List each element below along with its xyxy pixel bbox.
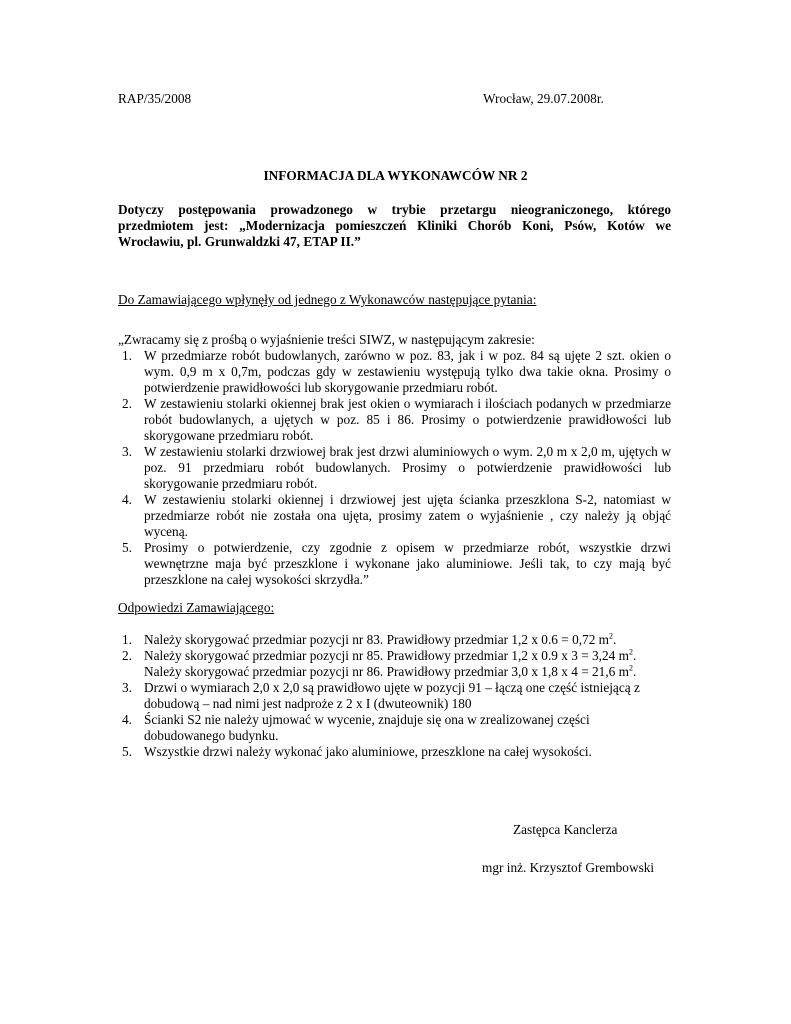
question-text: Prosimy o potwierdzenie, czy zgodnie z opisem w przedmiarze robót, wszystkie drzwi wewnętrzne maja być przeszklone i wykonane jako aluminiowe. Jeśli tak, to czy mają być przeszklone na całej wysokości skrzydła.” [144,540,671,587]
question-text: W zestawieniu stolarki okiennej brak jest okien o wymiarach i ilościach podanych w przedmiarze robót budowlanych, a ujętych w poz. 85 i 86. Prosimy o potwierdzenie prawidłowości lub skorygowane przedmiaru robót. [144,396,671,443]
answer-text-line2: Należy skorygować przedmiar pozycji nr 86. Prawidłowy przedmiar 3,0 x 1,8 x 4 = 21,6 m [144,664,629,679]
questions-heading: Do Zamawiającego wpłynęły od jednego z Wykonawców następujące pytania: [118,292,537,307]
question-number: 1. [122,348,132,363]
subject-paragraph [118,202,671,250]
answer-number: 1. [122,632,132,647]
answer-unit-sup: 2 [628,647,633,657]
answer-number: 4. [122,712,132,727]
answer-tail: . [632,648,637,663]
document-reference: RAP/35/2008 [118,91,192,106]
answer-item [118,712,671,744]
answer-number: 2. [122,648,132,663]
answer-tail-2: . [632,664,637,679]
signatory-role: Zastępca Kanclerza [513,822,618,837]
answer-text: Należy skorygować przedmiar pozycji nr 85. Prawidłowy przedmiar 1,2 x 0.9 x 3 = 3,24 m [144,648,629,663]
answer-text: Należy skorygować przedmiar pozycji nr 83. Prawidłowy przedmiar 1,2 x 0.6 = 0,72 m [144,632,610,647]
document-title: INFORMACJA DLA WYKONAWCÓW NR 2 [263,168,528,183]
answer-number: 5. [122,744,132,759]
question-item [118,492,671,540]
answer-item [118,680,671,712]
answer-item [118,744,671,760]
answers-list [118,632,671,760]
question-item [118,540,671,588]
answer-text: Drzwi o wymiarach 2,0 x 2,0 są prawidłowo ujęte w pozycji 91 – łączą one część istniejącą z dobudową – nad nimi jest nadproże z 2 x I (dwuteownik) 180 [144,680,640,711]
answer-unit-sup-2: 2 [628,663,633,673]
answer-text: Wszystkie drzwi należy wykonać jako aluminiowe, przeszklone na całej wysokości. [144,744,592,759]
question-item [118,396,671,444]
questions-intro: „Zwracamy się z prośbą o wyjaśnienie treści SIWZ, w następującym zakresie: [118,332,535,347]
signatory-name: mgr inż. Krzysztof Grembowski [482,860,655,875]
place-date: Wrocław, 29.07.2008r. [483,91,604,106]
questions-list [118,348,671,588]
answer-unit-sup: 2 [609,631,614,641]
question-text: W przedmiarze robót budowlanych, zarówno w poz. 83, jak i w poz. 84 są ujęte 2 szt. okien o wym. 0,9 m x 0,7m, podczas gdy w zestawieniu występują tylko dwa takie okna. Prosimy o potwierdzenie prawidłowości lub skorygowanie przedmiaru robót. [144,348,671,395]
subject-text: Dotyczy postępowania prowadzonego w trybie przetargu nieograniczonego, którego przedmiotem jest: „Modernizacja pomieszczeń Kliniki Chorób Koni, Psów, Kotów we Wrocławiu, pl. Grunwaldzki 47, ETAP II.” [118,202,671,249]
question-number: 3. [122,444,132,459]
answer-item [118,648,671,680]
answer-tail: . [613,632,617,647]
answer-item [118,632,671,648]
question-item [118,444,671,492]
question-number: 4. [122,492,132,507]
answer-text: Ścianki S2 nie należy ujmować w wycenie, znajduje się ona w zrealizowanej części dobudowanego budynku. [144,712,590,743]
answer-number: 3. [122,680,132,695]
question-number: 5. [122,540,132,555]
question-item [118,348,671,396]
answers-heading: Odpowiedzi Zamawiającego: [118,600,275,615]
question-text: W zestawieniu stolarki drzwiowej brak jest drzwi aluminiowych o wym. 2,0 m x 2,0 m, ujętych w poz. 91 przedmiaru robót budowlanych. Prosimy o potwierdzenie prawidłowości lub skorygowanie przedmiaru robót. [144,444,671,491]
question-number: 2. [122,396,132,411]
question-text: W zestawieniu stolarki okiennej i drzwiowej jest ujęta ścianka przeszklona S-2, natomiast w przedmiarze robót nie została ona ujęta, prosimy zatem o wyjaśnienie , czy należy ją objąć wyceną. [144,492,671,539]
